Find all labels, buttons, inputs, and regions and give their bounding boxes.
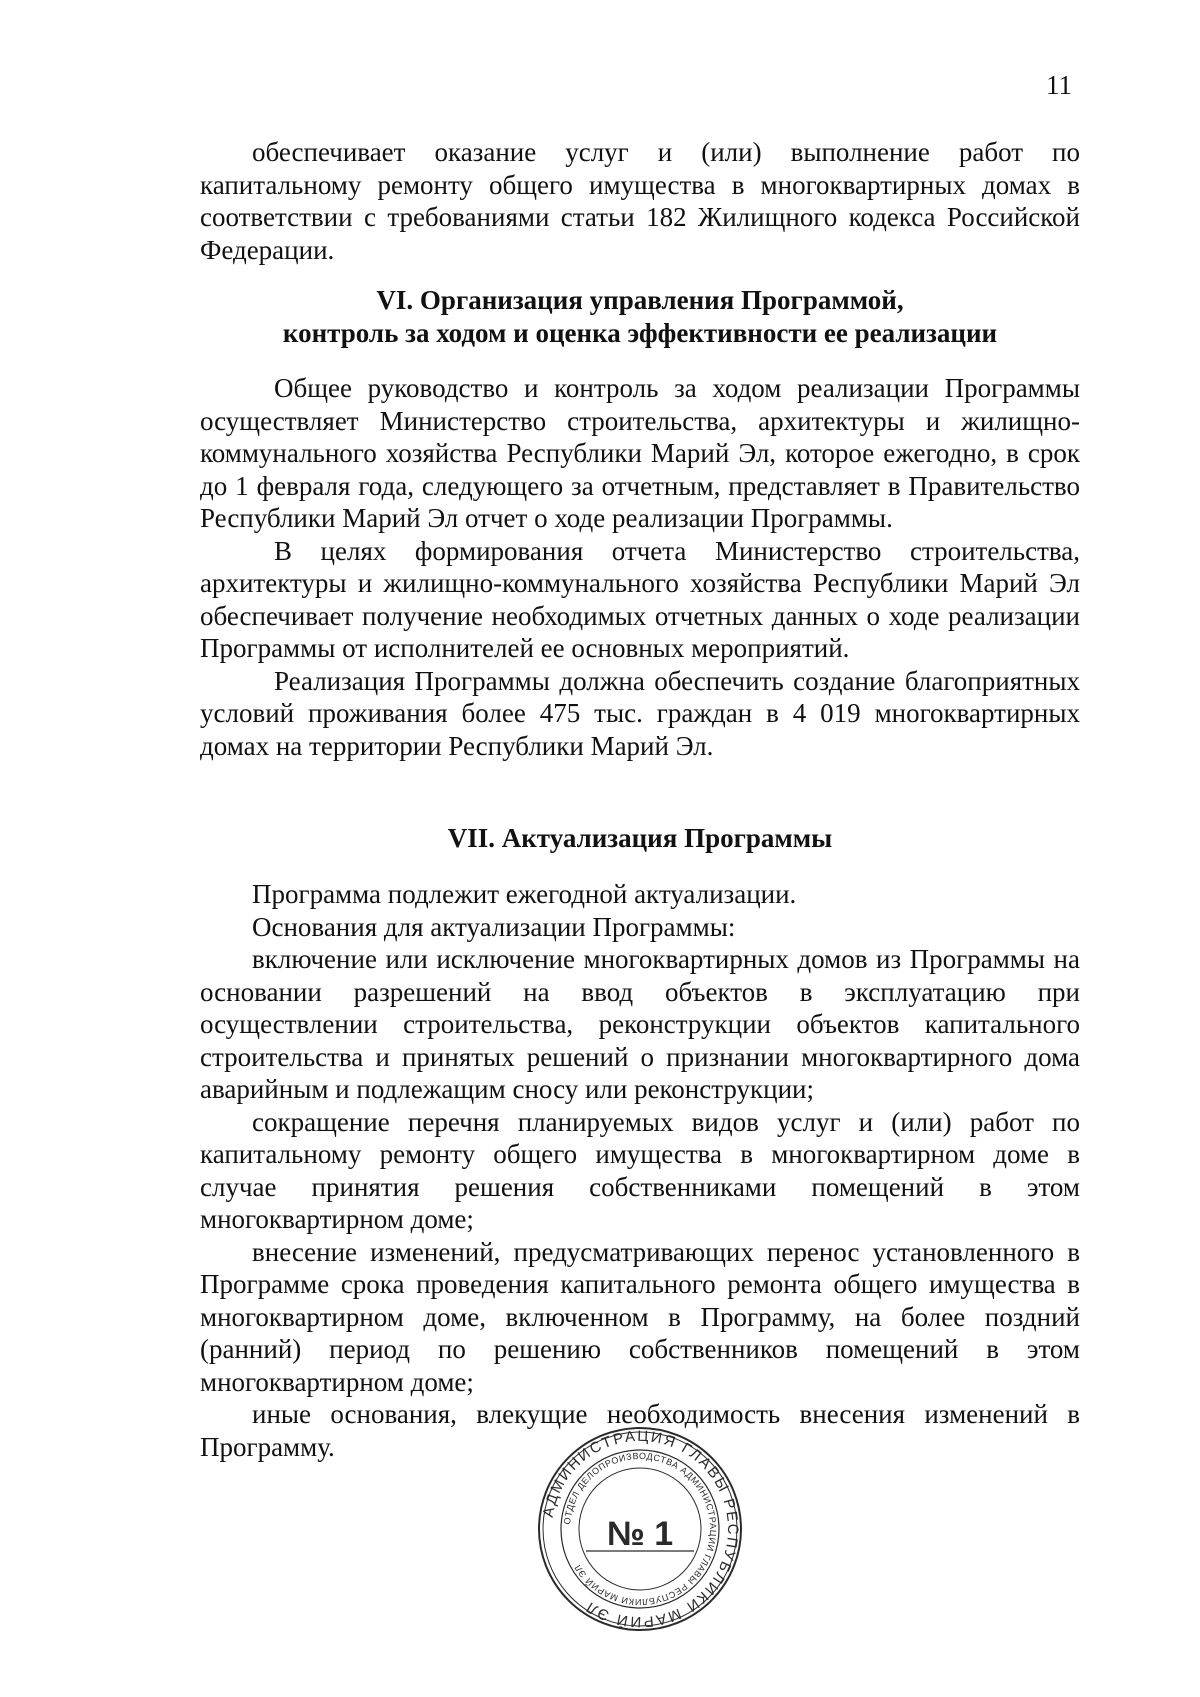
section-7-paragraph: сокращение перечня планируемых видов услуг и (или) работ по капитальному ремонту общего имущества в многоквартирном доме в случае принятия решения собственниками помещений в этом многоквартирном доме; [200, 1106, 1080, 1234]
section-7-paragraph: Основания для актуализации Программы: [252, 911, 736, 942]
section-7-paragraph: внесение изменений, предусматривающих перенос установленного в Программе срока проведения капитального ремонта общего имущества в многоквартирном доме, включенном в Программу, на более поздний (ранний) период по решению собственников помещений в этом многоквартирном доме; [200, 1236, 1080, 1397]
section-6-paragraph: Общее руководство и контроль за ходом реализации Программы осуществляет Министерство строительства, архитектуры и жилищно-коммунального хозяйства Республики Марий Эл, которое ежегодно, в срок до 1 февраля года, следующего за отчетным, представляет в Правительство Республики Марий Эл отчет о ходе реализации Программы. [200, 373, 1080, 533]
section-7-paragraph: Программа подлежит ежегодной актуализации. [252, 879, 797, 909]
official-stamp [536, 1425, 744, 1633]
stamp-seal-icon [536, 1425, 744, 1633]
stamp-inner-text: ОТДЕЛ ДЕЛОПРОИЗВОДСТВА АДМИНИСТРАЦИИ ГЛАВЫ РЕСПУБЛИКИ МАРИЙ ЭЛ [562, 1450, 719, 1608]
stamp-outer-text: АДМИНИСТРАЦИЯ ГЛАВЫ РЕСПУБЛИКИ МАРИЙ ЭЛ [539, 1427, 742, 1631]
section-7-paragraph: иные основания, влекущие необходимость внесения изменений в Программу. [200, 1399, 1080, 1462]
section-6-heading-line-1: VI. Организация управления Программой, [376, 285, 904, 315]
section-6-paragraph: Реализация Программы должна обеспечить создание благоприятных условий проживания более 475 тыс. граждан в 4 019 многоквартирных домах на территории Республики Марий Эл. [200, 665, 1080, 761]
intro-block [200, 136, 1080, 266]
section-7-body [200, 878, 1080, 1463]
section-6-heading [200, 284, 1080, 349]
section-7-paragraph: включение или исключение многоквартирных домов из Программы на основании разрешений на ввод объектов в эксплуатацию при осуществлении строительства, реконструкции объектов капитального строительства и принятых решений о признании многоквартирного дома аварийным и подлежащим сносу или реконструкции; [200, 944, 1080, 1104]
section-6-body [200, 372, 1080, 762]
section-6-paragraph: В целях формирования отчета Министерство строительства, архитектуры и жилищно-коммунального хозяйства Республики Марий Эл обеспечивает получение необходимых отчетных данных о ходе реализации Программы от исполнителей ее основных мероприятий. [200, 535, 1080, 663]
stamp-number: № 1 [606, 1515, 674, 1553]
section-6-heading-line-2: контроль за ходом и оценка эффективности ее реализации [282, 317, 998, 348]
page-number: 11 [1046, 70, 1072, 100]
section-7-heading-text: VII. Актуализация Программы [447, 823, 833, 853]
intro-paragraph: обеспечивает оказание услуг и (или) выполнение работ по капитальному ремонту общего имущества в многоквартирных домах в соответствии с требованиями статьи 182 Жилищного кодекса Российской Федерации. [200, 137, 1080, 265]
section-7-heading [200, 822, 1080, 855]
